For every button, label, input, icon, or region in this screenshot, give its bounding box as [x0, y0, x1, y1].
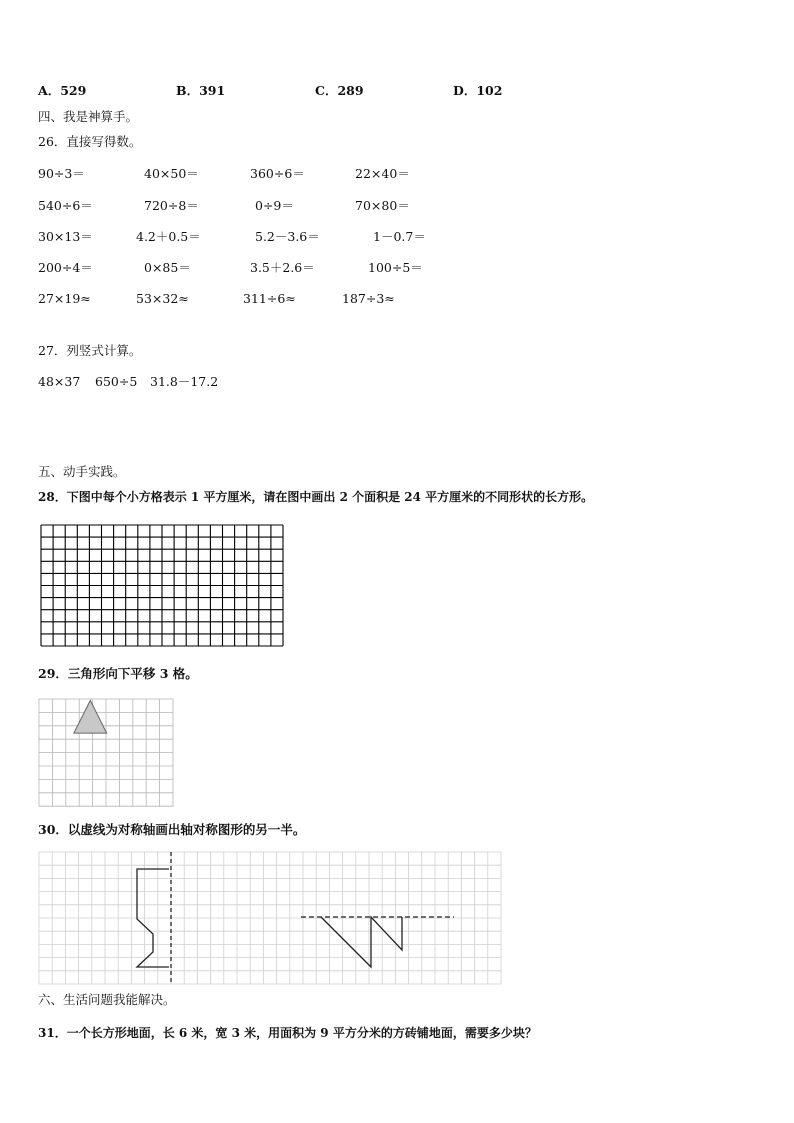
q26-item: 187÷3≈ — [342, 291, 395, 306]
q26-item: 40×50＝ — [144, 166, 199, 181]
q26-item: 720÷8＝ — [144, 198, 199, 213]
q26-item: 70×80＝ — [355, 198, 410, 213]
q26-item: 360÷6＝ — [250, 166, 305, 181]
q29-title: 29．三角形向下平移 3 格。 — [38, 666, 198, 681]
translation-grid-q29[interactable] — [39, 699, 174, 803]
q27-item: 48×37 — [38, 374, 81, 389]
q27-item: 650÷5 — [95, 374, 138, 389]
q26-item: 100÷5＝ — [368, 260, 423, 275]
q26-item: 1－0.7＝ — [373, 229, 426, 244]
q26-item: 53×32≈ — [136, 291, 189, 306]
q28-title: 28．下图中每个小方格表示 1 平方厘米，请在图中画出 2 个面积是 24 平方厘米的不同形状的长方形。 — [38, 490, 594, 504]
choice-b: B．391 — [176, 83, 226, 98]
q26-item: 5.2－3.6＝ — [255, 229, 320, 244]
section5-title: 五、动手实践。 — [38, 464, 126, 479]
section6-title: 六、生活问题我能解决。 — [38, 992, 176, 1007]
q26-item: 0×85＝ — [144, 260, 191, 275]
q26-item: 540÷6＝ — [38, 198, 93, 213]
choice-c: C．289 — [315, 83, 364, 98]
q26-item: 22×40＝ — [355, 166, 410, 181]
q26-item: 4.2＋0.5＝ — [136, 229, 201, 244]
gray-triangle — [74, 700, 107, 733]
square-grid-q28[interactable] — [41, 525, 284, 647]
choice-d: D．102 — [453, 83, 503, 98]
q30-title: 30．以虚线为对称轴画出轴对称图形的另一半。 — [38, 822, 306, 837]
q26-item: 30×13＝ — [38, 229, 93, 244]
q31-title: 31．一个长方形地面，长 6 米，宽 3 米，用面积为 9 平方分米的方砖铺地面，需要多少块？ — [38, 1026, 537, 1040]
q26-title: 26．直接写得数。 — [38, 134, 142, 149]
symmetry-grid-q30[interactable] — [39, 852, 502, 984]
q26-item: 311÷6≈ — [243, 291, 296, 306]
q26-item: 3.5＋2.6＝ — [250, 260, 315, 275]
q27-title: 27．列竖式计算。 — [38, 343, 142, 358]
section4-title: 四、我是神算手。 — [38, 109, 139, 124]
q26-item: 27×19≈ — [38, 291, 91, 306]
q27-item: 31.8－17.2 — [150, 374, 219, 389]
q26-item: 90÷3＝ — [38, 166, 85, 181]
half-figure-right — [321, 917, 402, 967]
choice-a: A．529 — [38, 83, 87, 98]
q26-item: 200÷4＝ — [38, 260, 93, 275]
q26-item: 0÷9＝ — [255, 198, 294, 213]
